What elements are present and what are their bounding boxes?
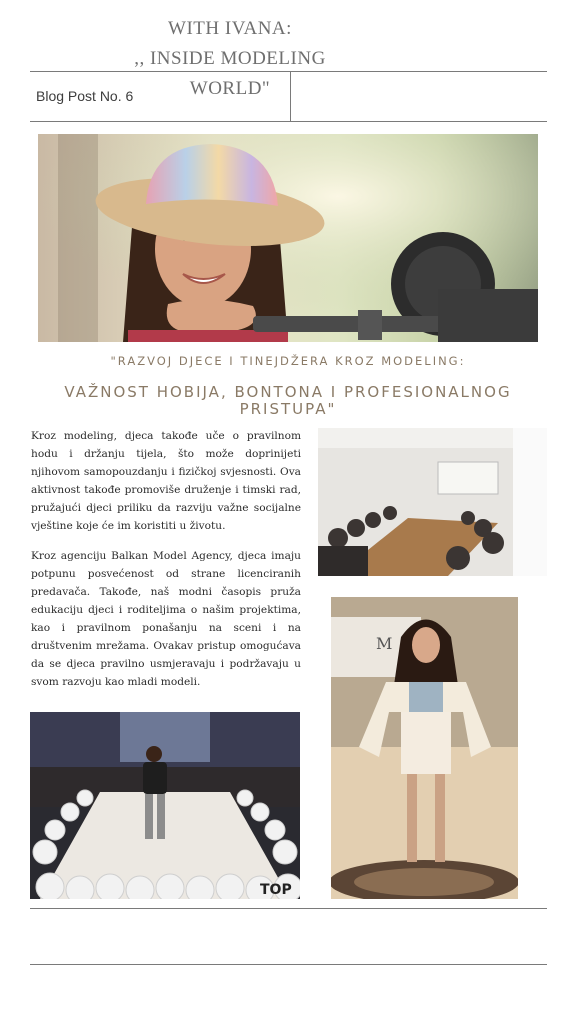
classroom-illustration bbox=[318, 428, 547, 576]
section-heading: VAŽNOST HOBIJA, BONTONA I PROFESIONALNOG PRISTUPA" bbox=[64, 383, 512, 418]
hero-photo bbox=[38, 134, 538, 342]
model-illustration bbox=[331, 597, 518, 899]
header-bottom-divider bbox=[30, 121, 547, 122]
post-number: Blog Post No. 6 bbox=[36, 88, 134, 104]
section-subtitle: "RAZVOJ DJECE I TINEJDŽERA KROZ MODELING: bbox=[110, 354, 466, 368]
title-line-1: WITH IVANA: bbox=[168, 18, 292, 39]
hero-illustration bbox=[38, 134, 538, 342]
model-photo bbox=[331, 597, 518, 899]
footer-top-divider bbox=[30, 908, 547, 909]
runway-photo bbox=[30, 712, 300, 899]
footer-bottom-divider bbox=[30, 964, 547, 965]
backdrop-logo: M bbox=[376, 634, 393, 653]
header-vertical-divider bbox=[290, 71, 291, 121]
blog-title bbox=[120, 14, 340, 104]
title-line-2: ,, INSIDE MODELING bbox=[134, 48, 326, 69]
title-line-3: WORLD" bbox=[189, 78, 271, 99]
runway-logo: TOP bbox=[260, 882, 292, 898]
runway-illustration bbox=[30, 712, 300, 899]
classroom-photo bbox=[318, 428, 547, 576]
header-top-divider bbox=[30, 71, 547, 72]
body-paragraph-1: Kroz modeling, djeca takođe uče o pravilnom hodu i držanju tijela, što može doprinijeti njihovom samopouzdanju i fizičkoj svjesnosti. Ova aktivnost takođe promoviše druženje i timski rad, pružajući djeci priliku da razviju važne socijalne vještine koje će im koristiti u životu. bbox=[31, 430, 301, 532]
body-paragraph-2: Kroz agenciju Balkan Model Agency, djeca imaju potpunu posvećenost od strane licenciranih predavača. Takođe, naš modni časopis pruža edukaciju djeci i roditeljima o našim projektima, kao i pravilnom ponašanju na sceni i na društvenim mrežama. Ovakav pristup omogućava da se djeca pravilno usmjeravaju i podržavaju u svom razvoju kao mladi modeli. bbox=[31, 550, 301, 688]
